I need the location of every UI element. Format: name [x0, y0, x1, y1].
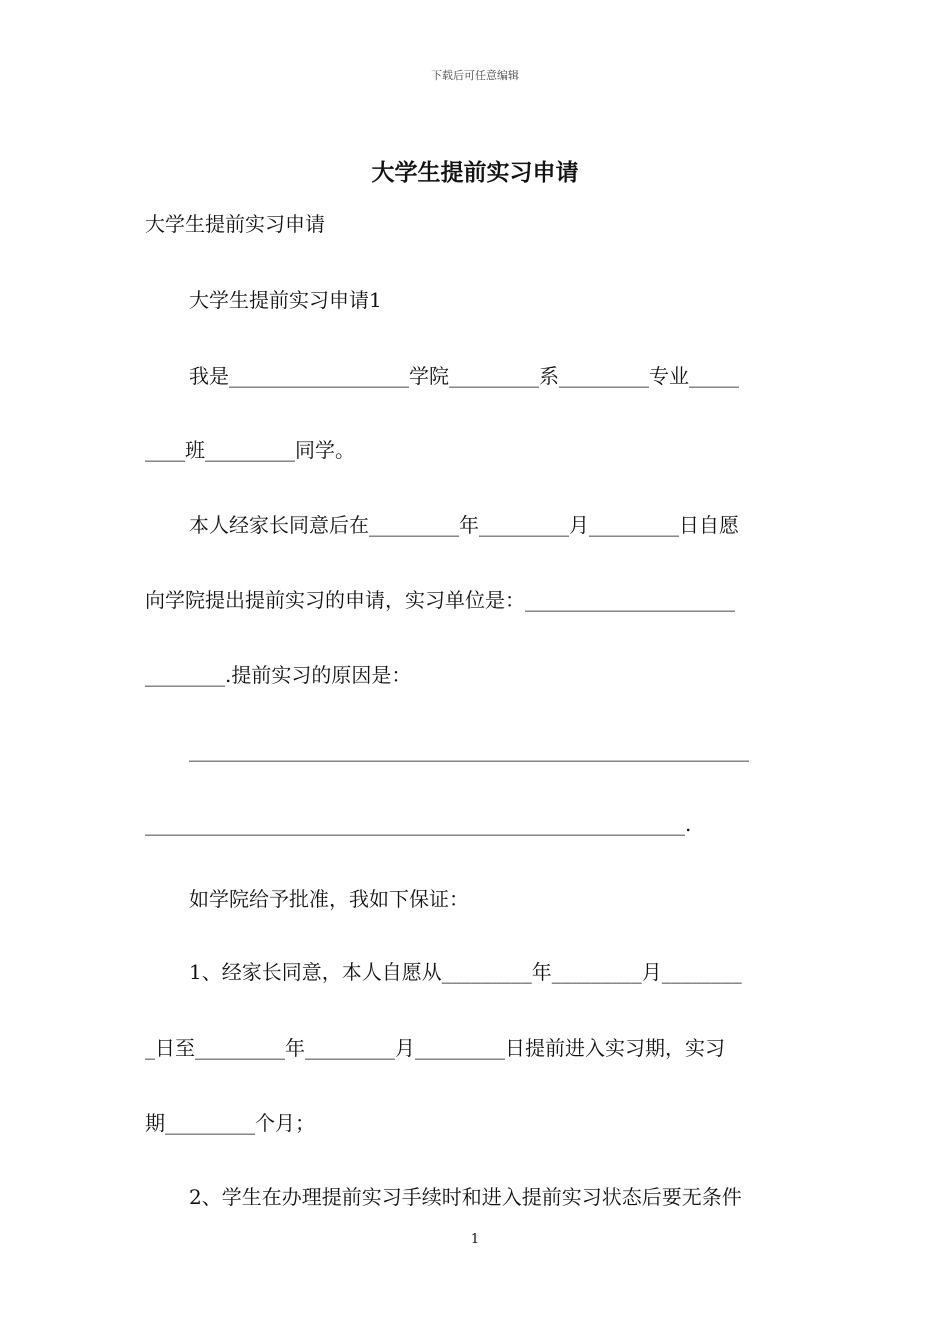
list-item-line: _日至_________年_________月_________日提前进入实习期，实习	[145, 1036, 725, 1060]
page-number: 1	[470, 1232, 480, 1247]
subtitle-line: 大学生提前实习申请	[145, 212, 325, 236]
document-title: 大学生提前实习申请	[371, 159, 579, 186]
section-heading: 大学生提前实习申请1	[189, 288, 382, 312]
header-note: 下载后可任意编辑	[431, 69, 519, 82]
list-item-line: 期_________个月；	[145, 1111, 315, 1135]
list-item-line: 1、经家长同意，本人自愿从_________年_________月________	[189, 960, 742, 984]
paragraph-line: ____班_________同学。	[145, 438, 355, 462]
paragraph-line: 如学院给予批准，我如下保证：	[189, 887, 469, 911]
paragraph-line: 向学院提出提前实习的申请，实习单位是：_____________________	[145, 588, 735, 612]
paragraph-line: 本人经家长同意后在_________年_________月_________日自愿	[189, 513, 739, 537]
blank-fill-line: ________________________________________________________	[189, 738, 749, 762]
paragraph-line: 我是__________________学院_________系_________专业_____	[189, 364, 739, 388]
paragraph-line: ________.提前实习的原因是：	[145, 663, 412, 687]
blank-fill-line: ______________________________________________________.	[145, 812, 692, 836]
list-item-line: 2、学生在办理提前实习手续时和进入提前实习状态后要无条件	[189, 1185, 742, 1209]
